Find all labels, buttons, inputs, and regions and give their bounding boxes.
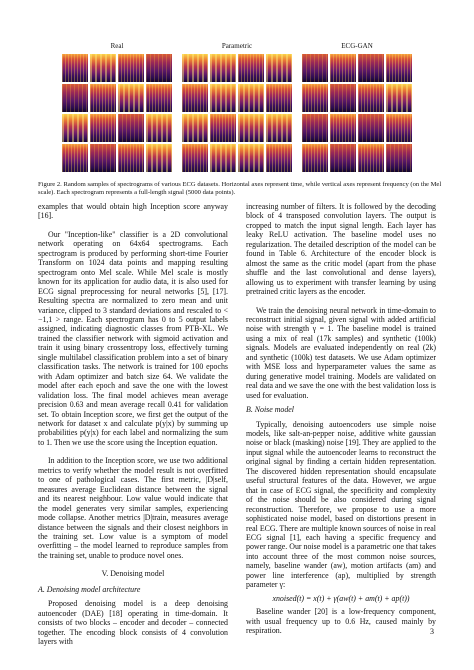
spectrogram-tile bbox=[330, 54, 356, 82]
spectrogram-tile bbox=[182, 54, 208, 82]
spectrogram-tile bbox=[358, 144, 384, 172]
paragraph: Baseline wander [20] is a low-frequency component, with usual frequency up to 0.6 Hz, caused mainly by respiration. bbox=[246, 607, 436, 636]
figure-title-real: Real bbox=[110, 42, 124, 50]
paragraph: Typically, denoising autoencoders use simple noise models, like salt-an-pepper noise, additive white gaussian noise or black (masking) noise [19]. They are applied to the input signal while the autoencoder learns to reconstruct the original signal by finding a certain hidden representation. The discovered hidden representation should encapsulate useful structural features of the data. However, we argue that in case of ECG signal, the specificity and complexity of the noise should be also considered during signal reconstruction. Therefore, we propose to use a more sophisticated noise model, based on distortions present in real ECG. There are multiple known sources of noise in real ECG signal [1], each having a specific frequency and power range. Our noise model is a parametric one that takes into account three of the most common noise sources, namely, baseline wander (aw), motion artifacts (am) and power line interference (ap), multiplied by strength parameter γ: bbox=[246, 419, 436, 590]
spectrogram-tile bbox=[62, 144, 88, 172]
spectrogram-tile bbox=[90, 84, 116, 112]
subsection-heading: A. Denoising model architecture bbox=[38, 584, 141, 594]
spectrogram-tile bbox=[90, 54, 116, 82]
spectrogram-tile bbox=[238, 54, 264, 82]
spectrogram-panel-real bbox=[62, 54, 172, 172]
spectrogram-tile bbox=[330, 84, 356, 112]
paragraph: examples that would obtain high Inception score anyway [16]. bbox=[38, 202, 228, 221]
spectrogram-tile bbox=[386, 54, 412, 82]
spectrogram-tile bbox=[302, 114, 328, 142]
paragraph: Proposed denoising model is a deep denoising autoencoder (DAE) [18] operating in time-domain. It consists of two blocks – encoder and decoder – connected together. The encoding block consists of 4 convolution layers with bbox=[38, 599, 228, 647]
spectrogram-tile bbox=[90, 114, 116, 142]
spectrogram-tile bbox=[182, 114, 208, 142]
paragraph: In addition to the Inception score, we use two additional metrics to verify whether the model result is not overfitted to one of pathological cases. The first metric, |D|self, measures average Euclidean distance between the signal and its nearest neighbour. Low value would indicate that the model generates very similar samples, experiencing mode collapse. Another metrics |D|train, measures average distance between the signals and their closest neighbors in the training set. Low value is a symptom of model overfitting – the model learned to reproduce samples from the training set, unable to produce novel ones. bbox=[38, 456, 228, 560]
spectrogram-tile bbox=[266, 54, 292, 82]
spectrogram-tile bbox=[330, 144, 356, 172]
spectrogram-tile bbox=[386, 114, 412, 142]
spectrogram-tile bbox=[302, 144, 328, 172]
spectrogram-tile bbox=[62, 54, 88, 82]
spectrogram-tile bbox=[302, 84, 328, 112]
spectrogram-tile bbox=[266, 144, 292, 172]
subsection-heading: B. Noise model bbox=[246, 405, 294, 415]
figure-title-ecg-gan: ECG-GAN bbox=[341, 42, 373, 50]
spectrogram-tile bbox=[210, 54, 236, 82]
spectrogram-tile bbox=[358, 54, 384, 82]
spectrogram-tile bbox=[62, 84, 88, 112]
spectrogram-tile bbox=[210, 84, 236, 112]
spectrogram-tile bbox=[146, 144, 172, 172]
spectrogram-tile bbox=[118, 54, 144, 82]
spectrogram-tile bbox=[330, 114, 356, 142]
spectrogram-tile bbox=[62, 114, 88, 142]
spectrogram-tile bbox=[358, 114, 384, 142]
spectrogram-tile bbox=[210, 144, 236, 172]
spectrogram-tile bbox=[146, 114, 172, 142]
spectrogram-tile bbox=[182, 144, 208, 172]
spectrogram-tile bbox=[118, 144, 144, 172]
spectrogram-tile bbox=[358, 84, 384, 112]
page-number: 3 bbox=[430, 627, 434, 636]
paragraph: We train the denoising neural network in time-domain to reconstruct initial signal, given signal with added artificial noise with strength γ = 1. The baseline model is trained using a mix of real (17k samples) and synthetic (100k) signals. Models are evaluated independently on real (2k) and synthetic (100k) test datasets. We use Adam optimizer with MSE loss and hyperparameter values the same as during generative model training. Models are validated on real data and we save the one with the best validation loss is used for evaluation. bbox=[246, 305, 436, 400]
left-column bbox=[38, 202, 228, 646]
spectrogram-tile bbox=[118, 114, 144, 142]
paragraph: increasing number of filters. It is followed by the decoding block of 4 transposed convolution layers. The output is cropped to match the input signal length. Each layer has leaky ReLU activation. The baseline model uses no regularization. The detailed description of the model can be found in Table 6. Architecture of the encoder block is almost the same as the critic model (apart from the phase shuffle and the last convolutional and dense layers), allowing us to experiment with transfer learning by using pretrained critic layers as the encoder. bbox=[246, 202, 436, 297]
spectrogram-tile bbox=[266, 114, 292, 142]
spectrogram-tile bbox=[238, 84, 264, 112]
spectrogram-tile bbox=[386, 144, 412, 172]
spectrogram-panel-parametric bbox=[182, 54, 292, 172]
spectrogram-tile bbox=[386, 84, 412, 112]
spectrogram-tile bbox=[146, 54, 172, 82]
spectrogram-tile bbox=[238, 114, 264, 142]
spectrogram-tile bbox=[182, 84, 208, 112]
noise-equation: xnoised(t) = x(t) + γ(aw(t) + am(t) + ap(t)) bbox=[272, 593, 410, 603]
spectrogram-tile bbox=[90, 144, 116, 172]
section-heading: V. Denoising model bbox=[101, 569, 165, 579]
paragraph: Our "Inception-like" classifier is a 2D convolutional network operating on 64x64 spectrograms. Each spectrogram is produced by performing short-time Fourier Transform on 1024 data points and mapping resulting spectrogram onto Mel scale. While Mel scale is mostly known for its application for audio data, it is also used for ECG signal preprocessing for neural networks [5], [17]. Resulting spectra are normalized to zero mean and unit variance, clipped to 3 standard deviations and rescaled to < −1,1 > range. Each spectrogram has 0 to 5 output labels assigned, indicating diagnostic classes from PTB-XL. We trained the classifier network with sigmoid activation and train it using binary crossentropy loss, effectively turning single multilabel classification problem into a set of binary classification tasks. The network is trained for 100 epochs with Adam optimizer and batch size 64. We validate the model after each epoch and save the one with the lowest validation loss. The final model achieves mean average precision 0.63 and mean average recall 0.41 for validation set. To obtain Inception score, we first get the output of the network for dataset x and calculate p(y|x) by summing up probabilities p(y|x) for each label and normalizing the sum to 1. Then we use the score using the Inception equation. bbox=[38, 229, 228, 447]
right-column bbox=[246, 202, 436, 635]
spectrogram-tile bbox=[266, 84, 292, 112]
spectrogram-tile bbox=[118, 84, 144, 112]
figure-caption: Figure 2. Random samples of spectrograms of various ECG datasets. Horizontal axes represent time, while vertical axes represent frequency (on the Mel scale). Each spectrogram represents a full-length signal (5000 data points). bbox=[38, 181, 442, 197]
spectrogram-tile bbox=[210, 114, 236, 142]
spectrogram-tile bbox=[302, 54, 328, 82]
spectrogram-tile bbox=[238, 144, 264, 172]
spectrogram-panel-ecg-gan bbox=[302, 54, 412, 172]
figure-title-parametric: Parametric bbox=[221, 42, 253, 50]
spectrogram-tile bbox=[146, 84, 172, 112]
